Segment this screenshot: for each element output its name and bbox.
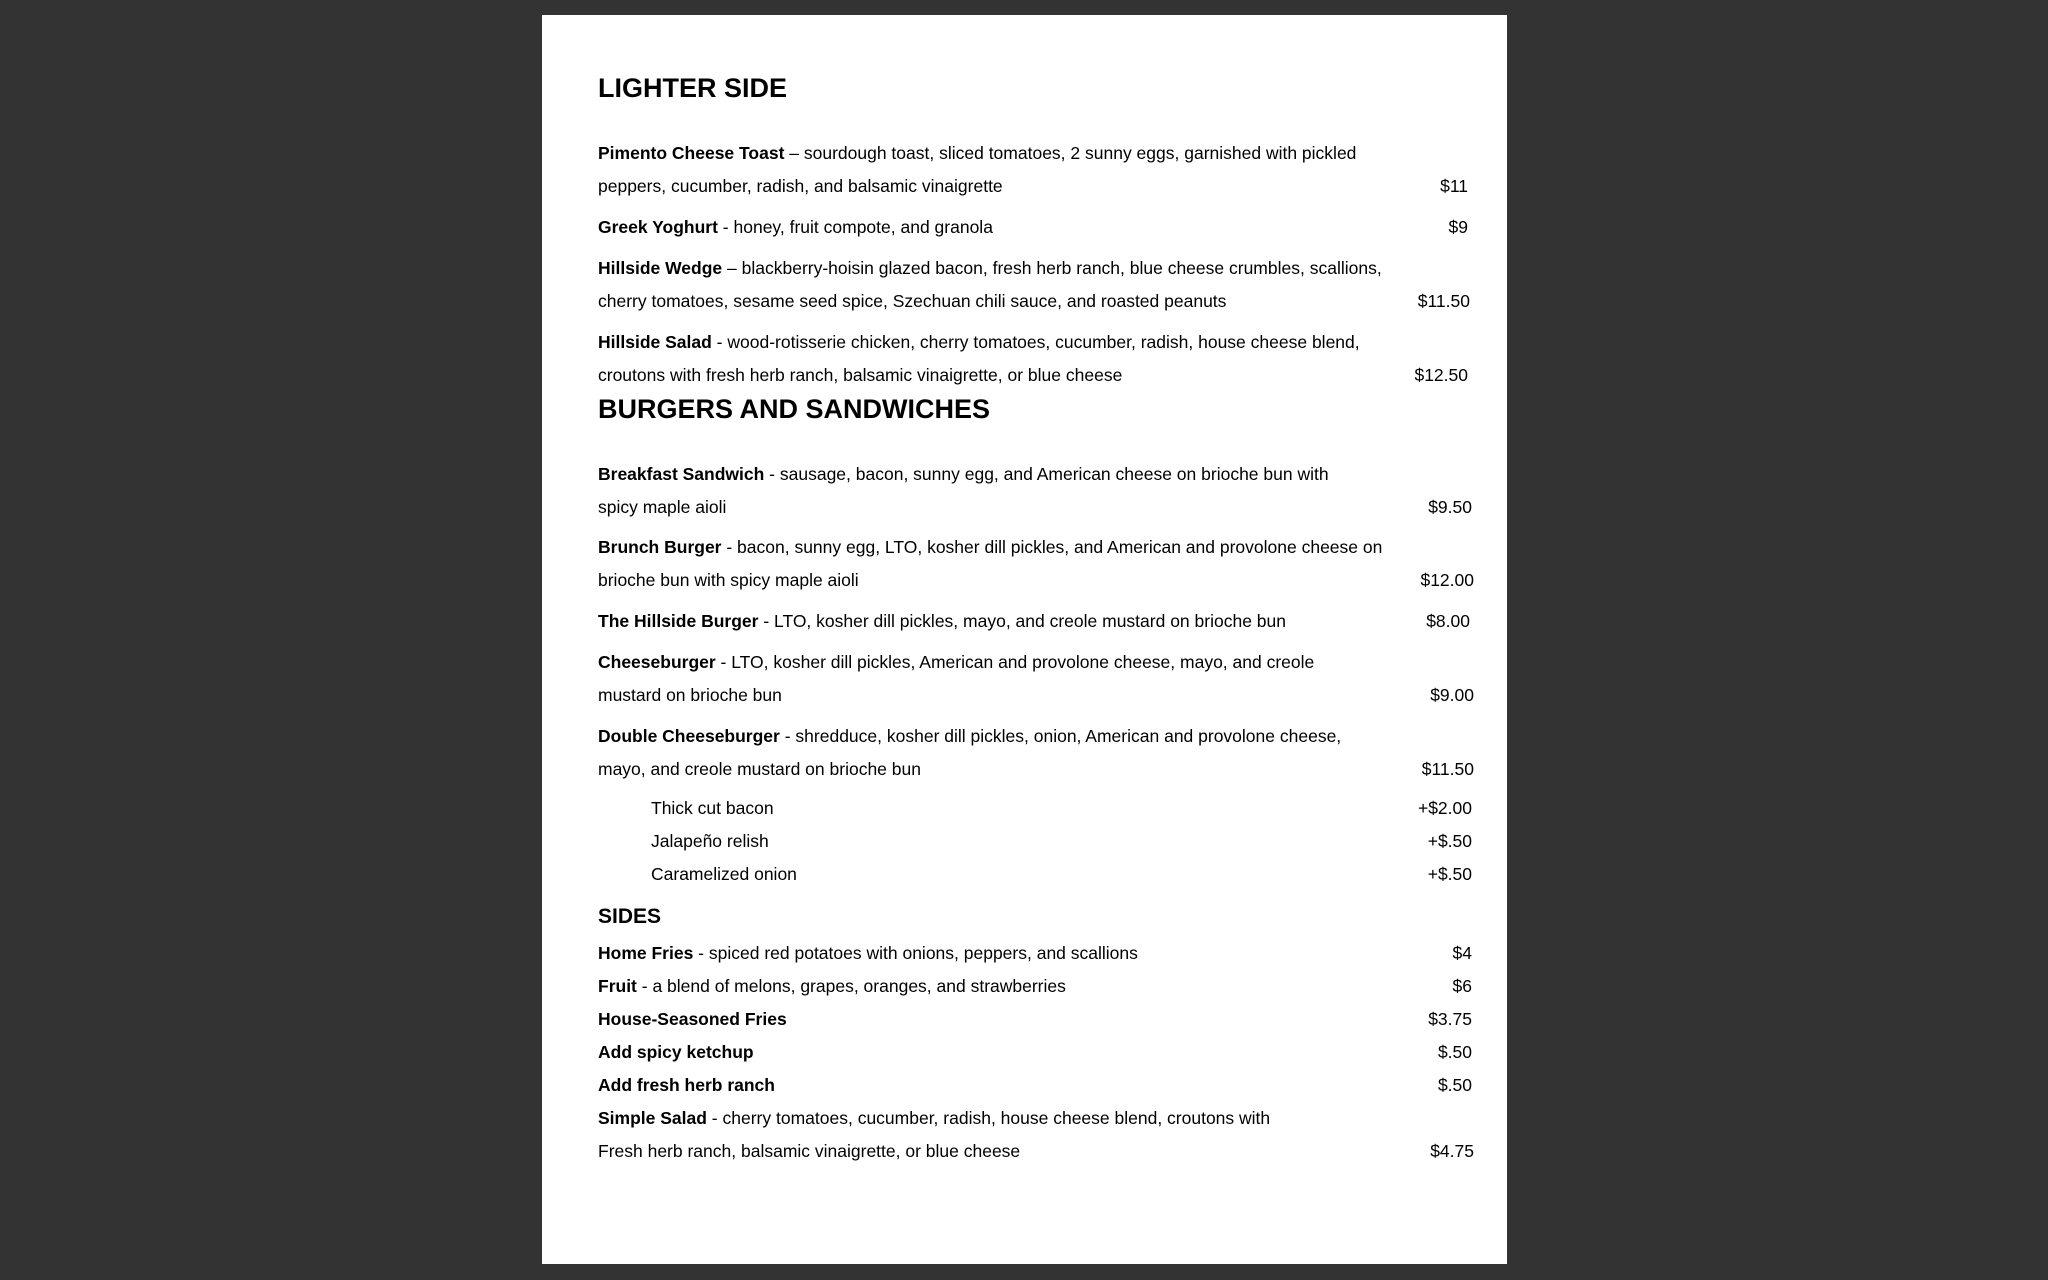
item-description: wood-rotisserie chicken, cherry tomatoes, cucumber, radish, house cheese blend, croutons with fresh herb ranch, balsamic vinaigrette, or blue cheese: [598, 332, 1360, 385]
item-name: Breakfast Sandwich: [598, 464, 765, 484]
item-name: The Hillside Burger: [598, 611, 759, 631]
menu-item: Cheeseburger - LTO, kosher dill pickles, American and provolone cheese, mayo, and creole mustard on brioche bun $9.00: [598, 646, 1474, 712]
section-title-burgers-and-sandwiches: BURGERS AND SANDWICHES: [598, 394, 991, 424]
item-description: honey, fruit compote, and granola: [733, 217, 993, 237]
item-name: Pimento Cheese Toast: [598, 143, 785, 163]
item-name: Home Fries: [598, 943, 694, 963]
item-name: Cheeseburger: [598, 652, 716, 672]
menu-item: Hillside Wedge – blackberry-hoisin glazed bacon, fresh herb ranch, blue cheese crumbles, scallions, cherry tomatoes, sesame seed spice, Szechuan chili sauce, and roasted peanuts $11.50: [598, 252, 1474, 318]
section-title-lighter-side: LIGHTER SIDE: [598, 73, 788, 103]
item-price: $8.00: [1426, 611, 1470, 631]
menu-item: Home Fries - spiced red potatoes with onions, peppers, and scallions $4: [598, 937, 1474, 970]
item-name: Add spicy ketchup: [598, 1042, 754, 1062]
item-description: cherry tomatoes, cucumber, radish, house cheese blend, croutons with Fresh herb ranch, balsamic vinaigrette, or blue cheese: [598, 1108, 1271, 1161]
item-name: Hillside Wedge: [598, 258, 723, 278]
item-name: Hillside Salad: [598, 332, 712, 352]
item-description: LTO, kosher dill pickles, American and provolone cheese, mayo, and creole mustard on brioche bun: [598, 652, 1315, 705]
item-name: Fruit: [598, 976, 637, 996]
item-name: House-Seasoned Fries: [598, 1009, 787, 1029]
item-price: $9.00: [1430, 685, 1474, 705]
menu-item: Simple Salad - cherry tomatoes, cucumber, radish, house cheese blend, croutons with Fresh herb ranch, balsamic vinaigrette, or blue cheese $4.75: [598, 1102, 1474, 1168]
item-name: Double Cheeseburger: [598, 726, 780, 746]
item-price: $3.75: [1428, 1009, 1472, 1029]
addon-name: Caramelized onion: [651, 864, 797, 884]
item-description: spiced red potatoes with onions, peppers, and scallions: [708, 943, 1138, 963]
item-price: $11.50: [1421, 759, 1474, 779]
addon-price: +$.50: [1427, 831, 1472, 851]
menu-item: The Hillside Burger - LTO, kosher dill pickles, mayo, and creole mustard on brioche bun $8.00: [598, 605, 1474, 638]
item-name: Brunch Burger: [598, 537, 722, 557]
item-price: $4: [1452, 943, 1472, 963]
item-description: blackberry-hoisin glazed bacon, fresh herb ranch, blue cheese crumbles, scallions, cherry tomatoes, sesame seed spice, Szechuan chili sauce, and roasted peanuts: [598, 258, 1382, 311]
menu-item: Pimento Cheese Toast – sourdough toast, sliced tomatoes, 2 sunny eggs, garnished with pickled peppers, cucumber, radish, and balsamic vinaigrette $11: [598, 137, 1474, 203]
menu-item: Fruit - a blend of melons, grapes, oranges, and strawberries $6: [598, 970, 1474, 1003]
menu-item: Breakfast Sandwich - sausage, bacon, sunny egg, and American cheese on brioche bun with spicy maple aioli $9.50: [598, 458, 1474, 524]
item-price: $9.50: [1428, 497, 1472, 517]
menu-page: [542, 15, 1507, 1264]
addon-name: Jalapeño relish: [651, 831, 769, 851]
menu-item: Brunch Burger - bacon, sunny egg, LTO, kosher dill pickles, and American and provolone cheese on brioche bun with spicy maple aioli $12.00: [598, 531, 1474, 597]
menu-item: Greek Yoghurt - honey, fruit compote, and granola $9: [598, 211, 1474, 244]
item-name: Add fresh herb ranch: [598, 1075, 775, 1095]
item-name: Greek Yoghurt: [598, 217, 718, 237]
menu-item: [598, 1069, 1474, 1102]
item-price: $.50: [1437, 1042, 1472, 1062]
addon-price: +$.50: [1427, 864, 1472, 884]
item-name: Simple Salad: [598, 1108, 707, 1128]
item-description: LTO, kosher dill pickles, mayo, and creole mustard on brioche bun: [774, 611, 1286, 631]
section-title-sides: SIDES: [598, 905, 662, 928]
menu-item: [598, 1003, 1474, 1036]
menu-item: Hillside Salad - wood-rotisserie chicken, cherry tomatoes, cucumber, radish, house cheese blend, croutons with fresh herb ranch, balsamic vinaigrette, or blue cheese $12.50: [598, 326, 1474, 392]
menu-item: [598, 1036, 1474, 1069]
item-price: $4.75: [1430, 1141, 1474, 1161]
item-price: $.50: [1437, 1075, 1472, 1095]
item-price: $9: [1448, 217, 1468, 237]
item-price: $12.00: [1420, 570, 1474, 590]
item-description: bacon, sunny egg, LTO, kosher dill pickles, and American and provolone cheese on brioche bun with spicy maple aioli: [598, 537, 1383, 590]
addon-name: Thick cut bacon: [651, 798, 774, 818]
item-description: sausage, bacon, sunny egg, and American cheese on brioche bun with spicy maple aioli: [598, 464, 1329, 517]
addon-price: +$2.00: [1417, 798, 1472, 818]
item-price: $6: [1452, 976, 1472, 996]
item-price: $11.50: [1417, 291, 1470, 311]
item-description: shredduce, kosher dill pickles, onion, American and provolone cheese, mayo, and creole mustard on brioche bun: [598, 726, 1342, 779]
item-price: $12.50: [1414, 365, 1468, 385]
item-description: a blend of melons, grapes, oranges, and strawberries: [652, 976, 1066, 996]
item-price: $11: [1440, 176, 1468, 196]
item-description: sourdough toast, sliced tomatoes, 2 sunny eggs, garnished with pickled peppers, cucumber, radish, and balsamic vinaigrette: [598, 143, 1357, 196]
menu-item: Double Cheeseburger - shredduce, kosher dill pickles, onion, American and provolone cheese, mayo, and creole mustard on brioche bun $11.50: [598, 720, 1474, 786]
